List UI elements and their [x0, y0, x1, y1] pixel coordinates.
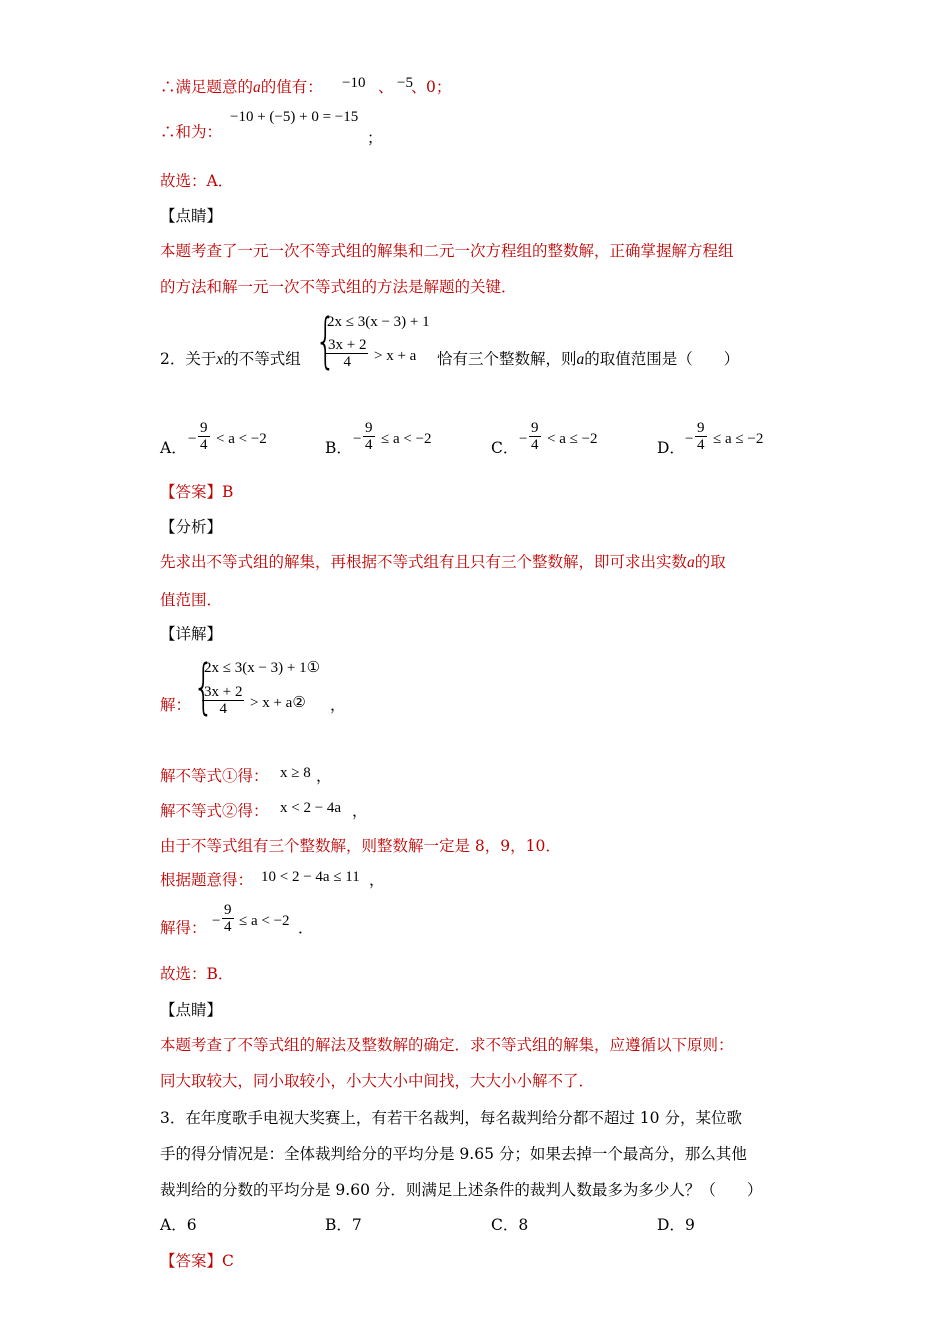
q2-option-d-rest: ≤ a ≤ −2	[713, 431, 764, 447]
value-minus-5: −5	[397, 75, 413, 91]
q2-step4-expr: 10 < 2 − 4a ≤ 11	[261, 869, 360, 885]
q2-comment-line1: 本题考查了不等式组的解法及整数解的确定．求不等式组的解集，应遵循以下原则：	[160, 1036, 734, 1054]
q2-analysis-line2: 值范围．	[160, 591, 223, 609]
value-separator: 、	[411, 78, 427, 96]
q2-detail-title: 【详解】	[160, 625, 223, 643]
q2-option-c-fraction: $\frac{9}{4}$	[531, 420, 539, 453]
value-zero: 0；	[426, 78, 452, 96]
q2-step3: 由于不等式组有三个整数解，则整数解一定是 8，9，10．	[160, 837, 561, 855]
q2-step1-end: ，	[316, 767, 332, 785]
q2-system-line1: 2x ≤ 3(x − 3) + 1	[327, 314, 430, 330]
q2-solution-line1: 2x ≤ 3(x − 3) + 1①	[204, 660, 321, 676]
q3-option-d: D．9	[657, 1216, 695, 1234]
q2-step5-label: 解得：	[160, 919, 207, 937]
q2-solution-label: 解：	[160, 696, 192, 714]
sum-end: ；	[367, 129, 383, 147]
q2-system-rhs: > x + a	[374, 348, 417, 364]
q2-step2-expr: x < 2 − 4a	[280, 800, 342, 816]
q2-option-a-fraction: $\frac{9}{4}$	[200, 420, 208, 453]
q2-option-d-sign: −	[685, 431, 694, 447]
q2-step5-fraction: $\frac{9}{4}$	[224, 902, 232, 935]
q2-step1-label: 解不等式①得：	[160, 767, 269, 785]
q2-solution-brace: {	[193, 652, 215, 722]
values-line: ∴满足题意的a的值有：	[160, 78, 323, 96]
q2-solution-fraction: $\frac{3x + 2}{4}$	[204, 684, 243, 717]
q2-comment-title: 【点睛】	[160, 1001, 223, 1019]
q2-option-c-sign: −	[519, 431, 528, 447]
q2-step4-label: 根据题意得：	[160, 871, 254, 889]
q2-option-a-rest: < a < −2	[216, 431, 267, 447]
q3-answer: 【答案】C	[160, 1252, 234, 1270]
q2-step5-end: ．	[298, 919, 314, 937]
q3-stem-line1: 3．在年度歌手电视大奖赛上，有若干名裁判，每名裁判给分都不超过 10 分，某位歌	[160, 1109, 742, 1127]
q2-option-d: D．	[657, 439, 685, 457]
q2-system-brace: {	[315, 306, 337, 376]
value-separator: 、	[378, 78, 394, 96]
q2-answer: 【答案】B	[160, 483, 234, 501]
q1-comment-line1: 本题考查了一元一次不等式组的解集和二元一次方程组的整数解，正确掌握解方程组	[160, 242, 734, 260]
q2-option-b-sign: −	[353, 431, 362, 447]
q2-step4-end: ，	[369, 871, 385, 889]
q2-step2-label: 解不等式②得：	[160, 802, 269, 820]
q2-option-c-rest: < a ≤ −2	[547, 431, 598, 447]
q2-solution-rhs: > x + a②	[250, 695, 306, 711]
q2-step2-end: ，	[352, 802, 368, 820]
value-minus-10: −10	[342, 75, 366, 91]
q2-step5-rest: ≤ a < −2	[239, 913, 290, 929]
q2-analysis-line1: 先求出不等式组的解集，再根据不等式组有且只有三个整数解，即可求出实数a的取	[160, 553, 726, 571]
q2-option-b: B．	[325, 439, 352, 457]
q2-option-b-rest: ≤ a < −2	[381, 431, 432, 447]
q3-option-b: B．7	[325, 1216, 362, 1234]
q1-choice: 故选：A．	[160, 172, 234, 190]
q1-comment-title: 【点睛】	[160, 207, 223, 225]
q1-comment-line2: 的方法和解一元一次不等式组的方法是解题的关键．	[160, 278, 517, 296]
q3-option-a: A．6	[160, 1216, 197, 1234]
q2-option-d-fraction: $\frac{9}{4}$	[697, 420, 705, 453]
q2-stem-start: 2．关于x的不等式组	[160, 350, 301, 368]
q2-system-fraction: $\frac{3x + 2}{4}$	[328, 337, 367, 370]
q2-option-a-sign: −	[188, 431, 197, 447]
q2-option-b-fraction: $\frac{9}{4}$	[365, 420, 373, 453]
q3-option-c: C．8	[491, 1216, 529, 1234]
q2-choice: 故选：B．	[160, 965, 234, 983]
q2-option-c: C．	[491, 439, 519, 457]
q2-step1-expr: x ≥ 8	[280, 765, 311, 781]
q2-option-a: A．	[160, 439, 187, 457]
q3-stem-line3: 裁判给的分数的平均分是 9.60 分．则满足上述条件的裁判人数最多为多少人？（ ）	[160, 1181, 763, 1199]
q2-solution-comma: ，	[330, 696, 346, 714]
sum-label: ∴和为：	[160, 123, 223, 141]
q2-stem-end: 恰有三个整数解，则a的取值范围是（ ）	[437, 350, 740, 368]
q2-analysis-title: 【分析】	[160, 518, 223, 536]
sum-expression: −10 + (−5) + 0 = −15	[230, 109, 359, 125]
q2-comment-line2: 同大取较大，同小取较小，小大大小中间找，大大小小解不了．	[160, 1072, 595, 1090]
q2-step5-sign: −	[212, 913, 221, 929]
q3-stem-line2: 手的得分情况是：全体裁判给分的平均分是 9.65 分；如果去掉一个最高分，那么其他	[160, 1145, 747, 1163]
